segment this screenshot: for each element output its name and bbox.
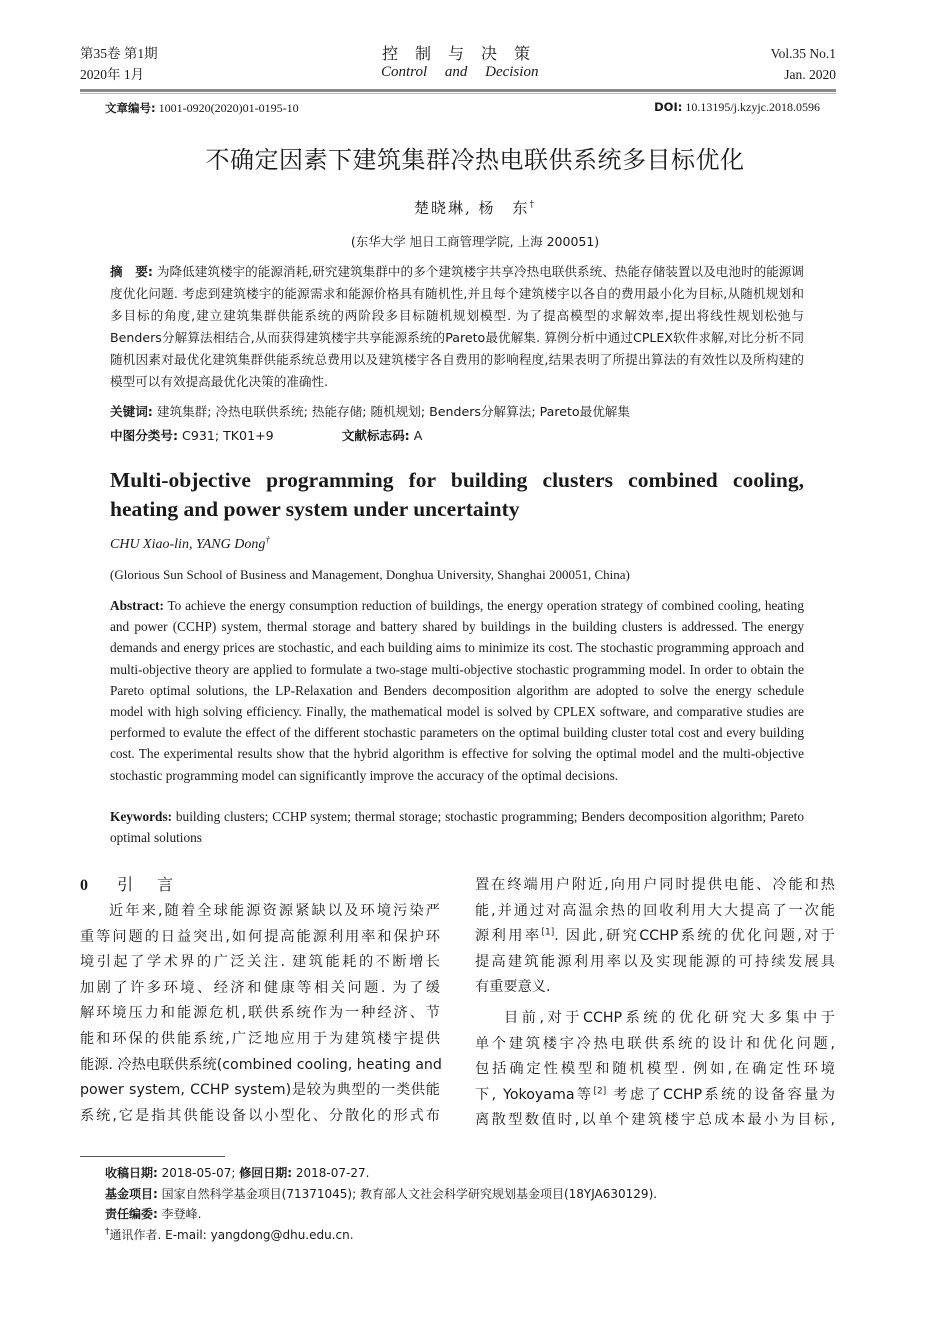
doi-label: DOI: — [654, 100, 683, 114]
abstract-cn-label: 摘 要: — [110, 264, 153, 279]
body-line: 单个建筑楼宇冷热电联供系统的设计和优化问题, — [475, 1035, 835, 1052]
body-line: 系统,它是指其供能设备以小型化、分散化的形式布 — [80, 1107, 440, 1124]
section-number: 0 — [80, 877, 88, 894]
clc-value: C931; TK01+9 — [182, 428, 274, 443]
body-line: 解环境压力和能源危机,联供系统作为一种经济、节 — [80, 1005, 440, 1022]
keywords-en — [110, 806, 804, 848]
abstract-cn-text: 为降低建筑楼宇的能源消耗,研究建筑集群中的多个建筑楼宇共享冷热电联供系统、热能存储装置以及电池时的能源调度优化问题. 考虑到建筑楼宇的能源需求和能源价格具有随机性,并且每个建筑楼宇以各自的费用最小化为目标,从随机规划和多目标的角度,建立建筑集群供能系统的两阶段多目标随机规划模型. 为了提高模型的求解效率,提出将线性规划松弛与Benders分解算法相结合,从而获得建筑楼宇共享能源系统的Pareto最优解集. 算例分析中通过CPLEX软件求解,对比分析不同随机因素对最优化建筑集群供能系统总费用以及建筑楼宇各自费用的影响程度,结果表明了所提出算法的有效性以及所构建的模型可以有效提高最优化决策的准确性. — [110, 264, 804, 389]
revised-date: 2018-07-27. — [295, 1166, 370, 1180]
clc-label: 中图分类号: — [110, 428, 179, 443]
abstract-en — [110, 595, 804, 786]
received-label: 收稿日期: — [105, 1166, 158, 1180]
body-line: 近年来,随着全球能源资源紧缺以及环境污染严 — [109, 903, 440, 919]
keywords-en-text: building clusters; CCHP system; thermal storage; stochastic programming; Benders decomposition algorithm; Pareto optimal solutions — [110, 809, 804, 846]
keywords-en-label: Keywords: — [110, 809, 173, 824]
footnote-corresponding — [105, 1225, 845, 1246]
authors-en-names: CHU Xiao-lin, YANG Dong — [110, 537, 266, 552]
header-rule-thin — [80, 93, 836, 94]
publication-date-en: Jan. 2020 — [784, 67, 836, 82]
corresponding-mark-foot: † — [105, 1226, 110, 1237]
received-date: 2018-05-07; — [161, 1166, 236, 1180]
body-text: 考虑了CCHP系统的设备容量为 — [606, 1086, 835, 1103]
abstract-en-label: Abstract: — [110, 598, 164, 613]
abstract-cn — [110, 261, 804, 393]
abstract-en-text: To achieve the energy consumption reduction of buildings, the energy operation strategy of combined cooling, heating and power (CCHP) system, thermal storage and battery shared by buildings in the building clusters is addressed. The energy demands and energy prices are stochastic, and each building aims to minimize its cost. The stochastic programming approach and multi-objective theory are applied to formulate a two-stage multi-objective stochastic programming model. In order to obtain the Pareto optimal solutions, the LP-Relaxation and Benders decomposition algorithm are adopted to solve the energy schedule model with high solving efficiency. Finally, the mathematical model is solved by CPLEX software, and comparative studies are performed to evalute the effect of the different stochastic parameters on the optimal building cluster total cost and every building cost. The experimental results show that the hybrid algorithm is effective for solving the optimal model and the multi-objective stochastic programming model can significantly improve the accuracy of the optimal decisions. — [110, 598, 804, 783]
doc-code-value: A — [413, 428, 423, 443]
doi — [654, 100, 820, 115]
doc-code-label: 文献标志码: — [341, 428, 410, 443]
volume-issue-en: Vol.35 No.1 — [770, 46, 836, 61]
intro-left-column — [80, 899, 440, 1129]
citation-2[interactable]: [2] — [593, 1086, 607, 1097]
publication-date: 2020年 1月 — [80, 67, 145, 82]
paper-title-en-line1: Multi-objective programming for building clusters combined cooling, — [110, 468, 804, 492]
body-line: 能,并通过对高温余热的回收利用大大提高了一次能 — [475, 902, 835, 919]
fund-text: 国家自然科学基金项目(71371045); 教育部人文社会科学研究规划基金项目(18YJA630129). — [161, 1186, 658, 1201]
body-line: 离散型数值时,以单个建筑楼宇总成本最小为目标, — [475, 1112, 835, 1129]
corresponding-mark: † — [529, 200, 537, 210]
footnotes — [105, 1163, 845, 1245]
keywords-cn-text: 建筑集群; 冷热电联供系统; 热能存储; 随机规划; Benders分解算法; Pareto最优解集 — [156, 404, 630, 419]
classification — [110, 425, 810, 447]
revised-label: 修回日期: — [239, 1166, 293, 1180]
journal-name-cn: 控制与决策 — [382, 44, 548, 63]
authors-cn — [0, 197, 950, 218]
body-line: 能源. 冷热电联供系统(combined cooling, heating and — [80, 1056, 442, 1073]
body-text: . 因此,研究CCHP系统的优化问题,对于 — [554, 928, 835, 945]
body-line: 包括确定性模型和随机模型. 例如,在确定性环境 — [475, 1061, 835, 1078]
keywords-cn-label: 关键词: — [110, 404, 153, 419]
body-line: power system, CCHP system)是较为典型的一类供能 — [80, 1082, 440, 1099]
body-line — [475, 924, 835, 950]
paper-title-cn: 不确定因素下建筑集群冷热电联供系统多目标优化 — [205, 146, 745, 174]
body-line: 置在终端用户附近,向用户同时提供电能、冷能和热 — [475, 877, 835, 893]
keywords-cn — [110, 401, 810, 423]
volume-issue: 第35卷 第1期 — [80, 46, 158, 61]
body-text: 源利用率 — [475, 928, 542, 945]
article-number-value: 1001-0920(2020)01-0195-10 — [158, 101, 299, 115]
editor-name: 李登峰. — [161, 1207, 202, 1221]
body-line: 加剧了许多环境、经济和健康等相关问题. 为了缓 — [80, 979, 440, 996]
body-line: 提高建筑能源利用率以及实现能源的可持续发展具 — [475, 953, 835, 970]
body-text: 下, Yokoyama等 — [475, 1086, 594, 1103]
affiliation-cn: (东华大学 旭日工商管理学院, 上海 200051) — [350, 234, 600, 249]
body-line: 有重要意义. — [475, 979, 551, 996]
body-line: 重等问题的日益突出,如何提高能源利用率和保护环 — [80, 928, 440, 945]
body-line: 能和环保的供能系统,广泛地应用于为建筑楼宇提供 — [80, 1030, 440, 1047]
article-number — [105, 100, 299, 116]
section-heading-introduction — [80, 872, 177, 895]
article-number-label: 文章编号: — [105, 101, 156, 115]
authors-cn-names: 楚晓琳, 杨 东 — [413, 199, 530, 217]
doi-link[interactable]: 10.13195/j.kzyjc.2018.0596 — [685, 100, 820, 114]
corresponding-mark-en: † — [265, 534, 270, 545]
footnote-dates — [105, 1163, 845, 1184]
section-title: 引 言 — [117, 875, 178, 894]
header-rule — [80, 89, 836, 92]
journal-name-en: Control and Decision — [381, 64, 539, 80]
body-line — [475, 1083, 835, 1109]
paper-title-en — [110, 466, 804, 524]
paper-title-en-line2: heating and power system under uncertainty — [110, 497, 520, 521]
footnote-editor — [105, 1204, 845, 1225]
fund-label: 基金项目: — [105, 1186, 158, 1201]
authors-en — [110, 534, 270, 553]
body-line: 境引起了学术界的广泛关注. 建筑能耗的不断增长 — [80, 954, 440, 971]
corresponding-text[interactable]: 通讯作者. E-mail: yangdong@dhu.edu.cn. — [109, 1227, 354, 1242]
citation-1[interactable]: [1] — [541, 927, 555, 938]
footnote-funding — [105, 1184, 845, 1205]
body-line: 目前,对于CCHP系统的优化研究大多集中于 — [504, 1009, 835, 1026]
editor-label: 责任编委: — [105, 1207, 158, 1221]
footnote-rule — [80, 1156, 225, 1157]
affiliation-en: (Glorious Sun School of Business and Management, Donghua University, Shanghai 200051, China) — [110, 567, 630, 582]
intro-right-column — [475, 873, 835, 1134]
